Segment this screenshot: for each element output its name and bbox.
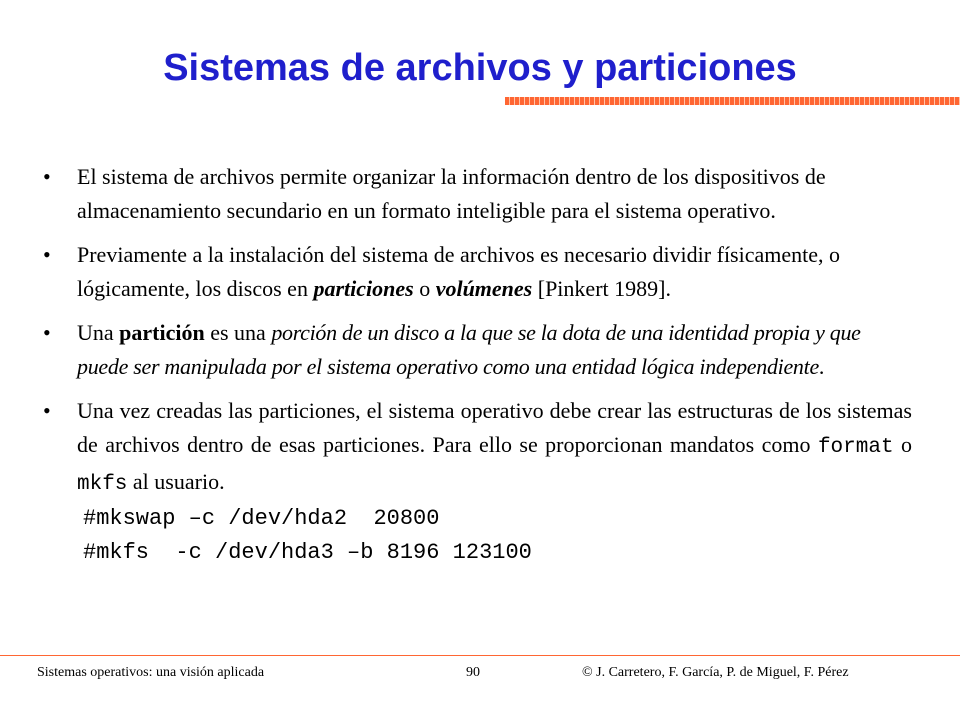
title-underline-bar — [505, 97, 960, 105]
bullet-icon: • — [43, 164, 51, 189]
bullet-item — [0, 160, 960, 228]
footer-divider — [0, 655, 960, 656]
bullet-text — [77, 398, 912, 494]
text-segment: Una — [77, 320, 120, 345]
text-segment: . — [818, 354, 825, 379]
bullet-item — [0, 394, 960, 570]
footer-book-title: Sistemas operativos: una visión aplicada — [37, 665, 265, 680]
bullet-text: El sistema de archivos permite organizar la información dentro de los dispositivos de almacenamiento secundario en un formato inteligible para el sistema operativo. — [77, 164, 826, 223]
command-mkfs: mkfs — [77, 473, 128, 496]
text-segment: o — [893, 432, 913, 457]
bullet-text — [77, 320, 861, 379]
text-segment: o — [413, 276, 436, 301]
footer-authors: © J. Carretero, F. García, P. de Miguel, F. Pérez — [582, 665, 849, 680]
bullet-icon: • — [43, 320, 51, 345]
slide-title: Sistemas de archivos y particiones — [163, 47, 797, 89]
bullet-icon: • — [43, 398, 51, 423]
bullet-item — [0, 238, 960, 306]
bullet-icon: • — [43, 242, 51, 267]
command-format: format — [817, 436, 894, 459]
definition-text: porción de un disco a la que se la dota de una identidad propia y que puede ser manipulada por el sistema operativo como una entidad lógica independiente — [77, 320, 861, 379]
text-segment: al usuario. — [127, 469, 225, 494]
bullet-text — [77, 242, 840, 301]
text-segment: [Pinkert 1989]. — [532, 276, 671, 301]
footer-page-number: 90 — [466, 665, 480, 680]
term-particion: partición — [119, 320, 205, 345]
code-line-mkswap: #mkswap –c /dev/hda2 20800 — [83, 506, 440, 531]
text-segment: Previamente a la instalación del sistema de archivos es necesario dividir físicamente, o lógicamente, los discos en — [77, 242, 841, 301]
term-volumenes: volúmenes — [435, 276, 533, 301]
slide-content — [0, 160, 960, 580]
text-segment: Una vez creadas las particiones, el sistema operativo debe crear las estructuras de los sistemas de archivos dentro de esas particiones. Para ello se proporcionan mandatos como — [77, 398, 912, 457]
text-segment: es una — [204, 320, 272, 345]
term-particiones: particiones — [313, 276, 414, 301]
code-line-mkfs: #mkfs -c /dev/hda3 –b 8196 123100 — [83, 540, 532, 565]
bullet-item — [0, 316, 960, 384]
